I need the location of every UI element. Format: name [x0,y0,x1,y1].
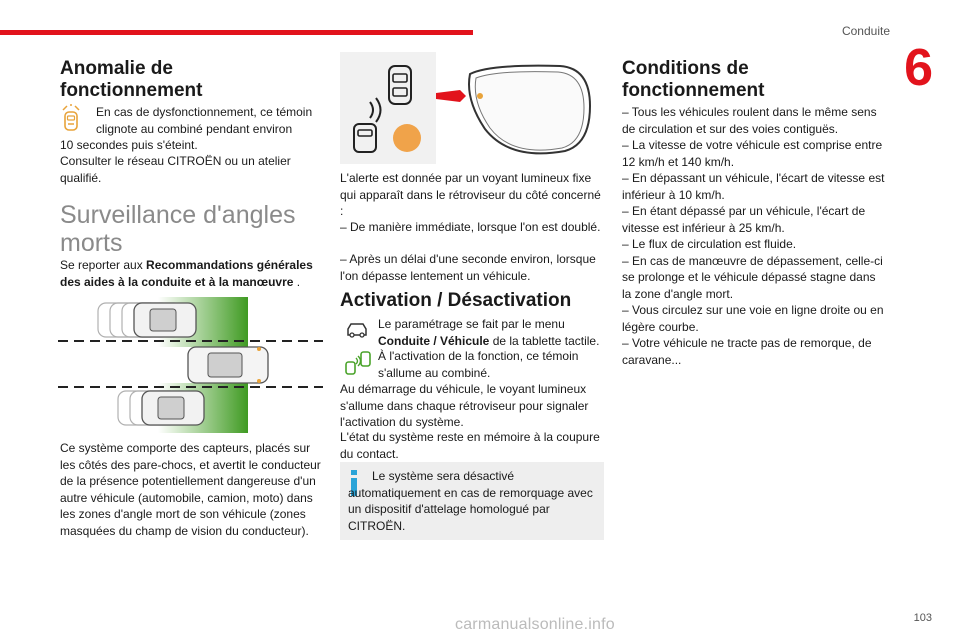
conditions-title: Conditions de fonctionnement [622,58,765,101]
blind-spot-active-lamp-icon [344,350,372,376]
chapter-number: 6 [904,39,933,97]
intro-paragraph: Se reporter aux Recommandations générales des aides à la conduite et à la manœuvre . [60,258,313,289]
section-title-blind-spot: Surveillance d'angles morts [60,201,296,257]
condition-item: – En cas de manœuvre de dépassement, celle-ci se prolonge et le véhicule dépassé stagne dans la zone d'angle mort. [622,253,883,301]
condition-item: – La vitesse de votre véhicule est comprise entre 12 km/h et 140 km/h. [622,138,883,169]
blind-spot-zone-illustration [58,295,323,435]
condition-item: – En dépassant un véhicule, l'écart de vitesse est inférieur à 10 km/h. [622,171,885,202]
activation-title: Activation / Désactivation [340,290,572,311]
conditions-list [622,104,886,368]
settings-menu-text: Le paramétrage se fait par le menu Conduite / Véhicule de la tablette tactile. [378,317,600,348]
blind-spot-fault-warning-icon [60,104,82,134]
startup-text: Au démarrage du véhicule, le voyant lumineux s'allume dans chaque rétroviseur pour signaler l'activation du système. [340,382,589,429]
watermark-text: carmanualsonline.info [455,616,615,633]
anomaly-text-3: Consulter le réseau CITROËN ou un atelier qualifié. [60,154,291,185]
condition-item: – Vous circulez sur une voie en ligne droite ou en légère courbe. [622,303,884,334]
page-number: 103 [913,612,932,624]
memory-text: L'état du système reste en mémoire à la coupure du contact. [340,430,600,461]
condition-item: – Le flux de circulation est fluide. [622,237,797,251]
alert-item-2: – Après un délai d'une seconde environ, lorsque l'on dépasse lentement un véhicule. [340,252,596,283]
car-settings-icon [344,320,370,340]
alert-item-1: – De manière immédiate, lorsque l'on est doublé. [340,220,601,234]
header-chapter-title: Conduite [841,24,890,38]
alert-text: L'alerte est donnée par un voyant lumineux fixe qui apparaît dans le rétroviseur du côté concerné : [340,171,601,218]
anomaly-text-2: 10 secondes puis s'éteint. [60,138,198,152]
header-accent-bar [0,30,473,35]
system-description: Ce système comporte des capteurs, placés sur les côtés des pare-chocs, et avertit le conducteur de la présence potentiellement dangereuse d'un autre véhicule (automobile, camion, moto) dans les zones d'angle mort de son véhicule (zones masquées du champ de vision du conducteur). [60,441,321,538]
activation-lamp-text: À l'activation de la fonction, ce témoin s'allume au combiné. [378,349,579,380]
mirror-alert-illustration [340,52,605,164]
condition-item: – Votre véhicule ne tracte pas de remorque, de caravane... [622,336,872,367]
anomaly-title: Anomalie de fonctionnement [60,58,203,101]
info-note-paragraph: Le système sera désactivé automatiquement en cas de remorquage avec un dispositif d'attelage homologué par CITROËN. [348,469,593,533]
anomaly-text-1: En cas de dysfonctionnement, ce témoin clignote au combiné pendant environ [96,105,313,136]
condition-item: – Tous les véhicules roulent dans le même sens de circulation et sur des voies contiguës. [622,105,877,136]
condition-item: – En étant dépassé par un véhicule, l'écart de vitesse est inférieur à 25 km/h. [622,204,866,235]
